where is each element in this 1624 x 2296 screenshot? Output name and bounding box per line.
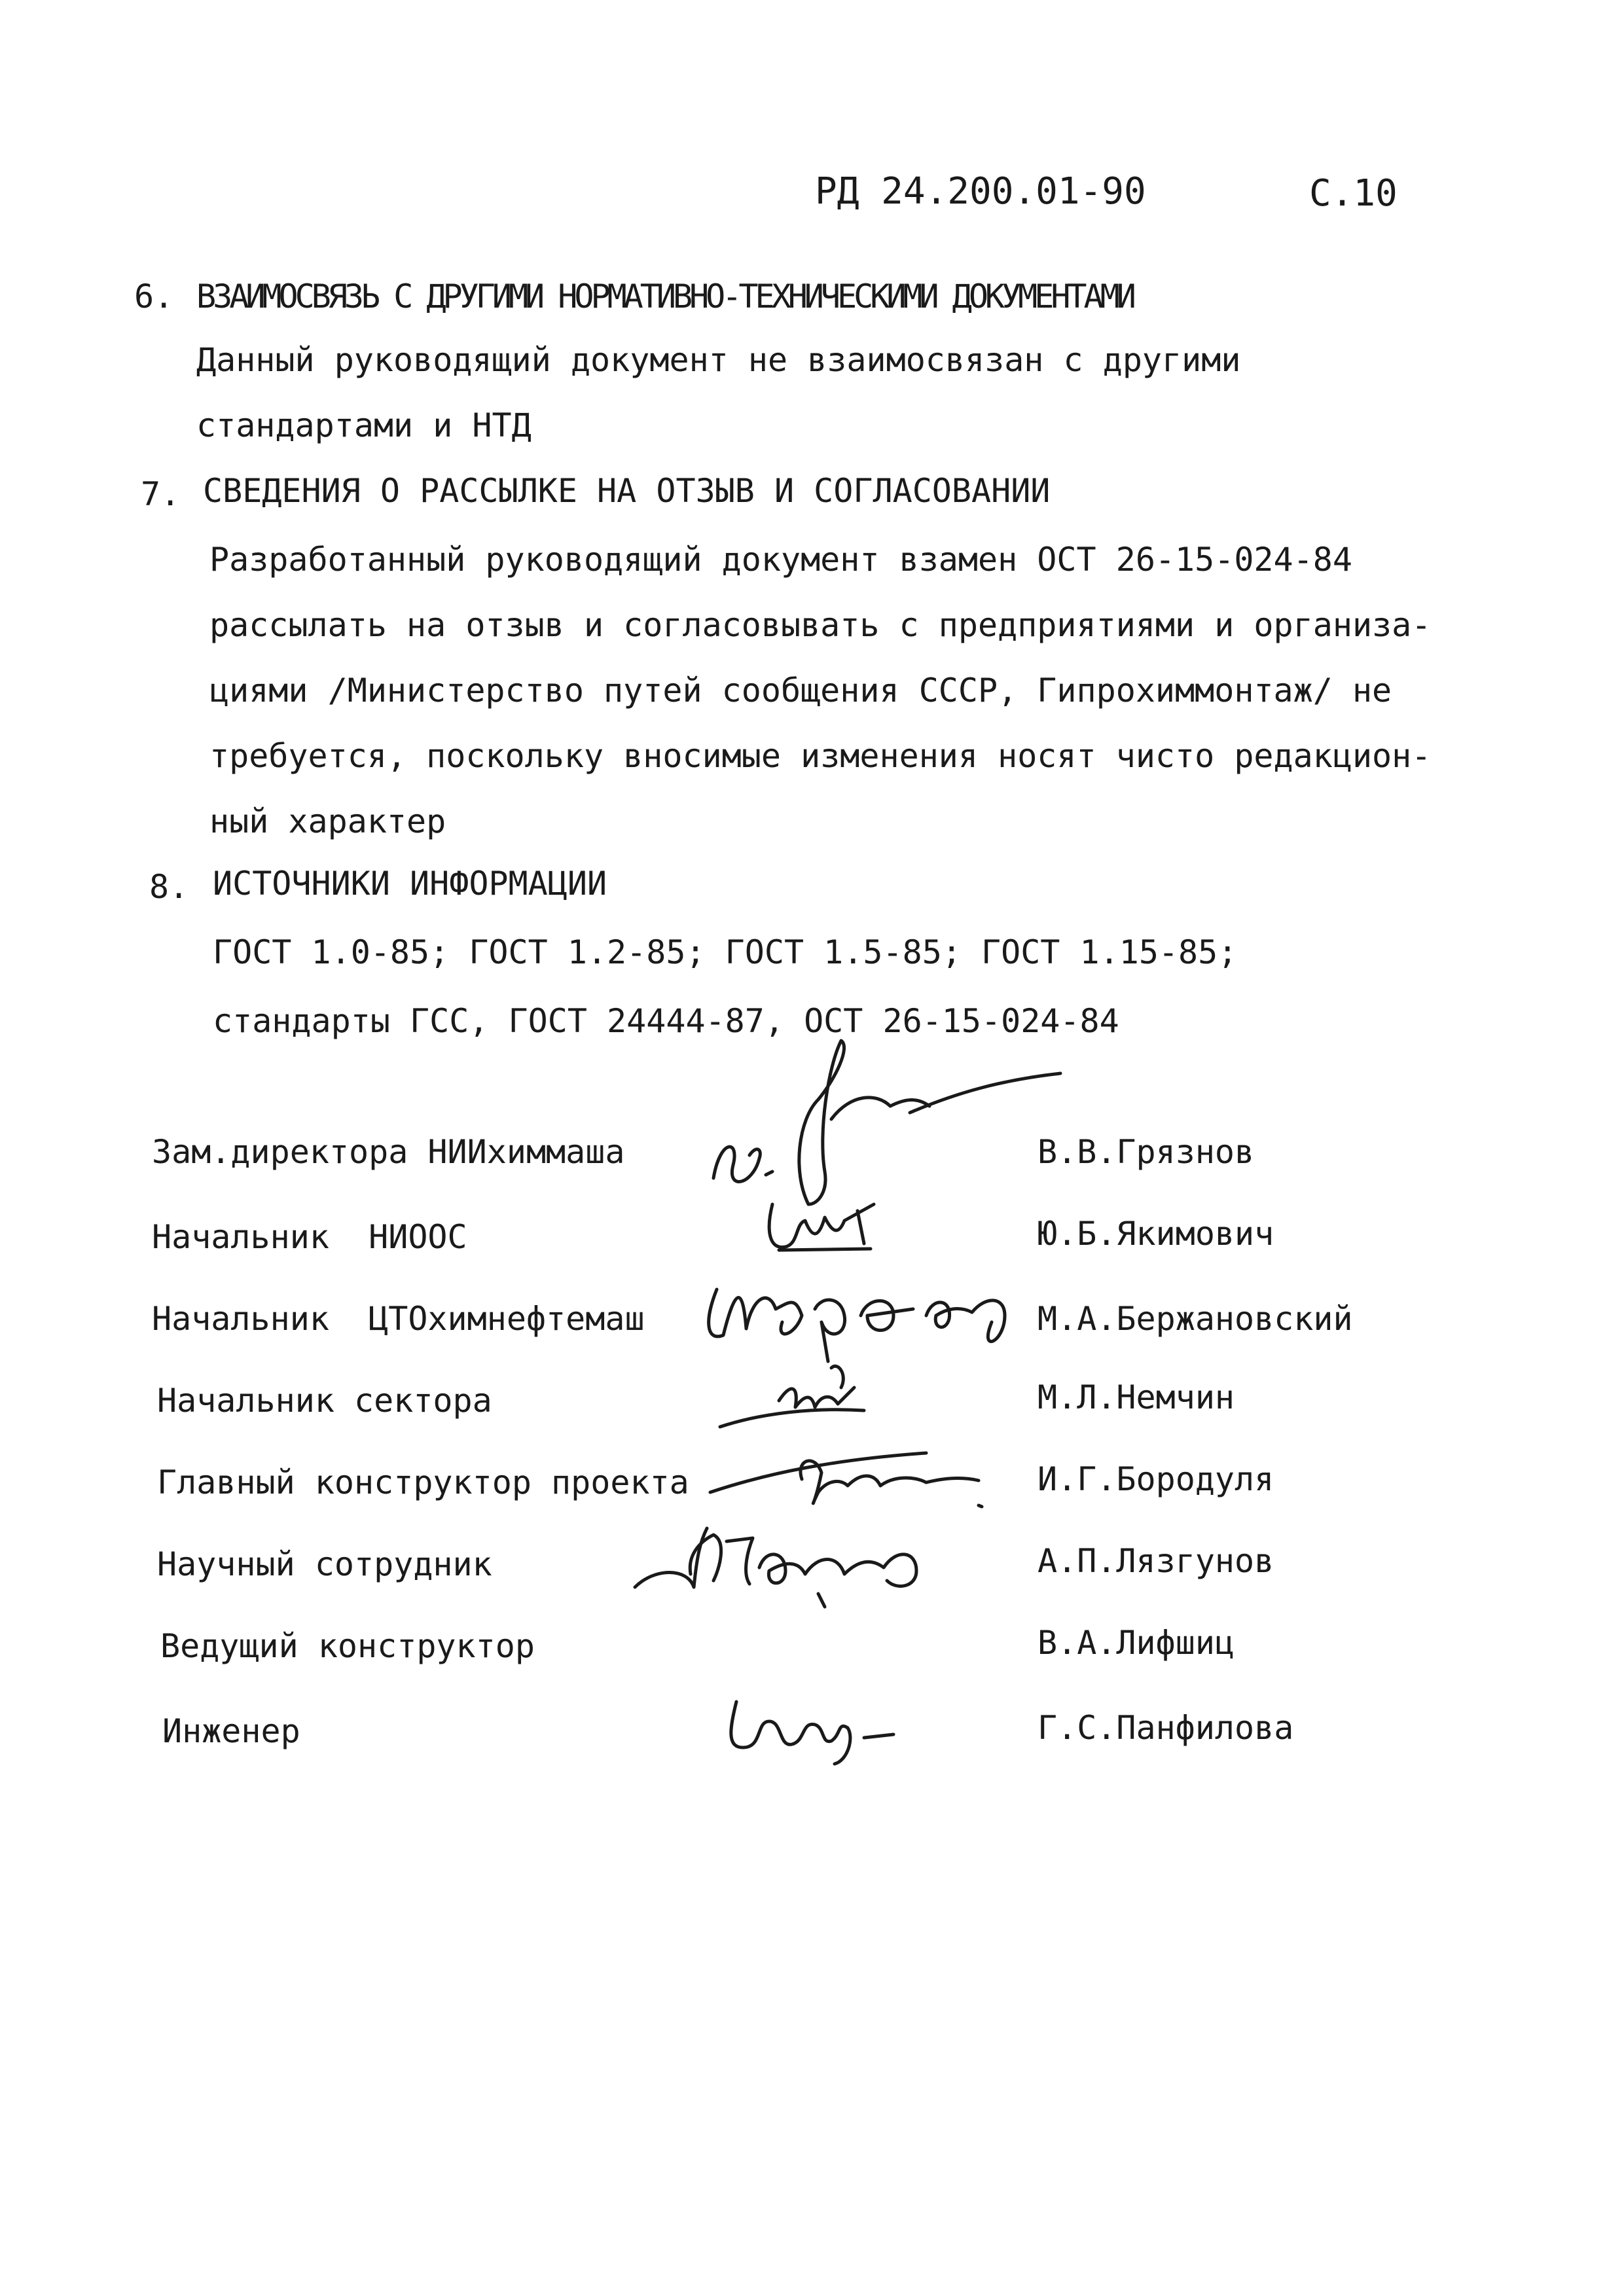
section-8-line: ГОСТ 1.0-85; ГОСТ 1.2-85; ГОСТ 1.5-85; ГОСТ 1.15-85; [213, 933, 1238, 971]
signatory-name: В.В.Грязнов [1038, 1133, 1255, 1171]
section-6-heading: ВЗАИМОСВЯЗЬ С ДРУГИМИ НОРМАТИВНО-ТЕХНИЧЕСКИМИ ДОКУМЕНТАМИ [196, 278, 1133, 315]
signatory-position: Ведущий конструктор [160, 1627, 535, 1665]
page-number: С.10 [1309, 172, 1398, 215]
signatory-name: И.Г.Бородуля [1038, 1460, 1274, 1498]
section-7-heading: СВЕДЕНИЯ О РАССЫЛКЕ НА ОТЗЫВ И СОГЛАСОВАНИИ [203, 472, 1051, 510]
signatory-name: А.П.Лязгунов [1038, 1542, 1274, 1580]
section-8-number: 8. [149, 868, 189, 906]
signatory-name: В.А.Лифшиц [1038, 1624, 1235, 1662]
signature-panfilova [717, 1676, 913, 1774]
section-7-number: 7. [141, 475, 181, 513]
document-number: РД 24.200.01-90 [815, 170, 1146, 213]
section-6-line: стандартами и НТД [196, 406, 532, 444]
signature-gryaznov [694, 1041, 1074, 1211]
section-7-line: ный характер [209, 802, 446, 840]
signatory-name: Г.С.Панфилова [1038, 1709, 1294, 1747]
section-7-line: требуется, поскольку вносимые изменения носят чисто редакцион- [209, 737, 1432, 775]
signatory-position: Инженер [162, 1712, 300, 1750]
signatory-position: Научный сотрудник [157, 1545, 492, 1583]
signature-borodulya [704, 1433, 998, 1525]
section-8-line: стандарты ГСС, ГОСТ 24444-87, ОСТ 26-15-024-84 [213, 1002, 1119, 1040]
signature-lyazgunov [628, 1515, 943, 1613]
section-6-line: Данный руководящий документ не взаимосвязан с другими [196, 341, 1241, 379]
signatory-position: Главный конструктор проекта [157, 1463, 689, 1501]
signatory-name: М.А.Бержановский [1038, 1300, 1353, 1338]
signatory-position: Начальник ЦТОхимнефтемаш [152, 1300, 645, 1338]
signatory-position: Начальник сектора [157, 1382, 492, 1420]
section-7-line: циями /Министерство путей сообщения СССР, Гипрохиммонтаж/ не [209, 672, 1392, 709]
signatory-position: Зам.директора НИИхиммаша [152, 1133, 625, 1171]
signatory-position: Начальник НИООС [152, 1218, 467, 1256]
signatory-name: Ю.Б.Якимович [1038, 1215, 1274, 1253]
section-6-number: 6. [134, 278, 174, 315]
section-8-heading: ИСТОЧНИКИ ИНФОРМАЦИИ [213, 865, 607, 903]
signature-yakimovich [759, 1191, 890, 1263]
section-7-line: рассылать на отзыв и согласовывать с предприятиями и организа- [209, 606, 1432, 644]
section-7-line: Разработанный руководящий документ взамен ОСТ 26-15-024-84 [209, 541, 1352, 579]
signatory-name: М.Л.Немчин [1038, 1378, 1235, 1416]
